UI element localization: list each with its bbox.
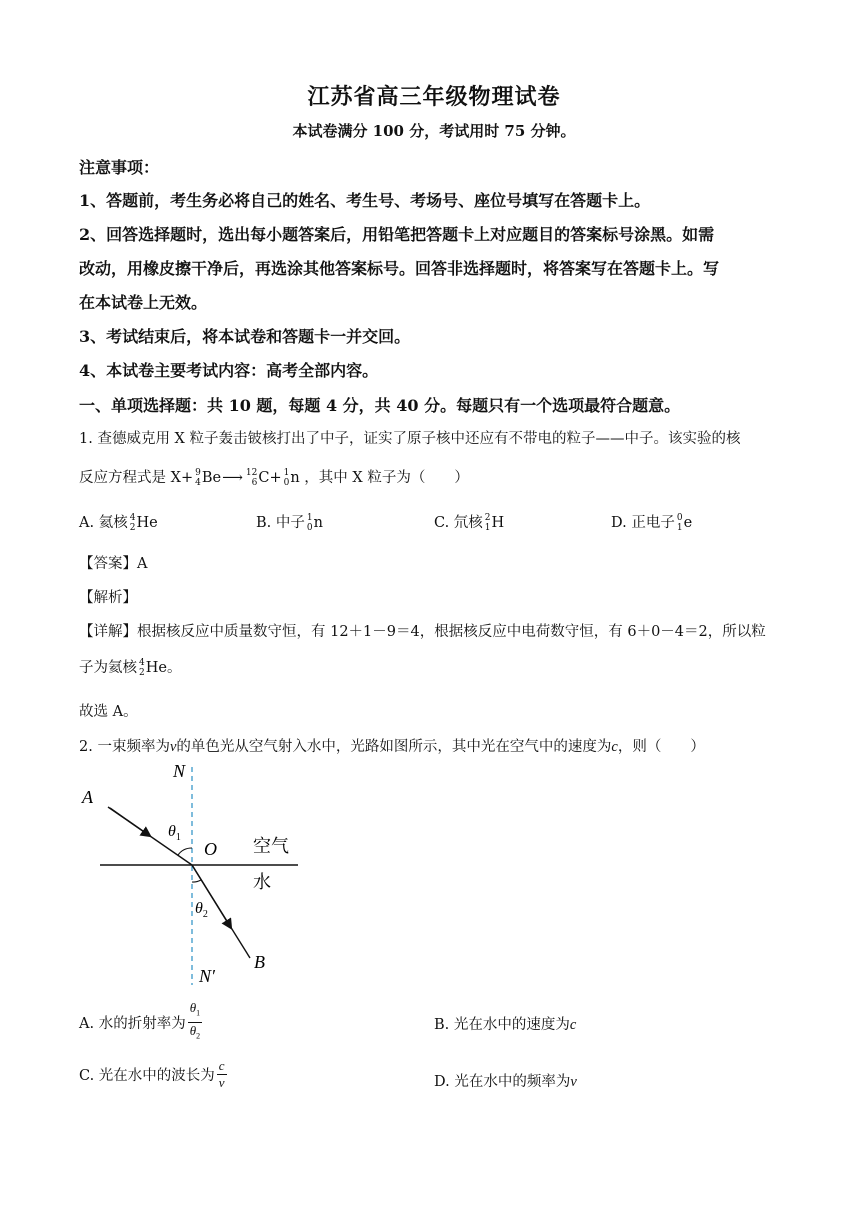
denominator-symbol: θ [189, 1022, 197, 1038]
q2-option-d-label: D. 光在水中的频率为 [434, 1074, 571, 1090]
q2-option-a[interactable] [79, 1000, 202, 1044]
q2-stem-part-3: ，则（ ） [617, 739, 705, 755]
q2-option-b-value: c [569, 1017, 577, 1033]
q2-option-b-label: B. 光在水中的速度为 [434, 1017, 570, 1033]
detail-mass: 4 [139, 658, 145, 668]
option-d-iso [677, 513, 683, 533]
denominator-subscript: 2 [196, 1031, 201, 1041]
q2-option-c-fraction [217, 1058, 227, 1091]
section-heading: 一、单项选择题：共 10 题，每题 4 分，共 40 分。每题只有一个选项最符合题意。 [79, 396, 681, 415]
q2-option-d[interactable] [434, 1070, 577, 1091]
option-b-charge: 0 [306, 523, 313, 533]
notice-item-2-line-1: 2、回答选择题时，选出每小题答案后，用铅笔把答题卡上对应题目的答案标号涂黑。如需 [79, 225, 715, 244]
option-a-label: A. 氦核 [79, 515, 128, 531]
option-b-symbol: n [313, 515, 323, 531]
fraction-denominator: ν [218, 1075, 225, 1090]
page-subtitle: 本试卷满分 100 分，考试用时 75 分钟。 [292, 122, 576, 140]
label-N-prime: N′ [199, 966, 215, 986]
incident-ray-arrow [110, 808, 150, 836]
option-c-label: C. 氘核 [434, 515, 483, 531]
q2-option-c[interactable] [79, 1058, 227, 1091]
notice-item-4: 4、本试卷主要考试内容：高考全部内容。 [79, 361, 379, 380]
eq-plus: + [180, 470, 194, 486]
option-b-label: B. 中子 [256, 515, 305, 531]
option-b-mass: 1 [306, 513, 313, 523]
label-O: O [204, 839, 217, 859]
refracted-ray-arrow [192, 865, 231, 928]
label-theta1 [168, 823, 181, 843]
q1-answer: 【答案】A [79, 556, 148, 572]
eq-be-charge: 4 [195, 478, 201, 488]
q1-option-b[interactable] [256, 511, 323, 533]
q2-stem [79, 735, 705, 756]
q1-stem-line-1: 1. 查德威克用 X 粒子轰击铍核打出了中子，证实了原子核中还应有不带电的粒子——中子。该实验的核 [79, 431, 741, 447]
q1-stem-line-2 [79, 466, 469, 488]
eq-n-iso [284, 468, 290, 488]
detail-symbol: He [145, 660, 167, 676]
eq-be-iso [195, 468, 201, 488]
theta2-subscript: 2 [202, 909, 208, 920]
q1-stem-suffix: ，其中 X 粒子为（ ） [304, 470, 469, 486]
option-d-symbol: e [683, 515, 693, 531]
q2-option-a-fraction [188, 1000, 202, 1044]
option-c-symbol: H [491, 515, 505, 531]
q1-conclusion: 故选 A。 [79, 704, 138, 720]
theta2-arc [192, 880, 201, 882]
q2-option-b[interactable] [434, 1013, 576, 1034]
notice-heading: 注意事项： [79, 158, 160, 177]
fraction-numerator [188, 1000, 202, 1023]
fraction-denominator [190, 1023, 200, 1045]
eq-n-charge: 0 [283, 478, 290, 488]
option-a-charge: 2 [129, 523, 136, 533]
eq-plus-2: + [269, 470, 282, 486]
detail-prefix: 子为氦核 [79, 660, 137, 676]
detail-iso [139, 658, 145, 678]
eq-c: C [258, 470, 270, 486]
q2-stem-part-2: 的单色光从空气射入水中，光路如图所示，其中光在空气中的速度为 [176, 739, 612, 755]
label-water: 水 [253, 872, 271, 893]
fraction-numerator: c [218, 1058, 225, 1073]
detail-charge: 2 [139, 668, 145, 678]
q1-detail-line-2 [79, 656, 181, 678]
q2-c: c [611, 739, 618, 755]
theta1-arc [178, 848, 192, 855]
theta1-subscript: 1 [175, 832, 181, 843]
theta1-symbol: θ [168, 823, 176, 840]
eq-c-mass: 12 [245, 468, 258, 478]
option-c-charge: 1 [484, 523, 491, 533]
q1-option-c[interactable] [434, 511, 504, 533]
option-b-iso [307, 513, 313, 533]
option-a-symbol: He [136, 515, 158, 531]
option-c-mass: 2 [484, 513, 491, 523]
eq-c-charge: 6 [251, 478, 258, 488]
q2-nu: ν [169, 739, 177, 755]
eq-n: n [290, 470, 300, 486]
notice-item-2-line-3: 在本试卷上无效。 [79, 293, 208, 312]
label-A: A [82, 787, 93, 807]
eq-arrow: ⟶ [222, 470, 243, 486]
q2-option-d-value: ν [570, 1074, 577, 1090]
eq-x: X [170, 470, 181, 486]
label-N: N [173, 761, 186, 781]
page-title: 江苏省高三年级物理试卷 [307, 84, 561, 110]
numerator-subscript: 1 [196, 1008, 201, 1018]
option-a-mass: 4 [129, 513, 136, 523]
eq-c-iso [246, 468, 257, 488]
q2-option-c-label: C. 光在水中的波长为 [79, 1068, 215, 1084]
q1-analysis-label: 【解析】 [79, 590, 137, 606]
label-air: 空气 [253, 836, 289, 857]
option-c-iso [485, 513, 491, 533]
eq-be: Be [201, 470, 222, 486]
theta2-symbol: θ [195, 900, 203, 917]
notice-item-2-line-2: 改动，用橡皮擦干净后，再选涂其他答案标号。回答非选择题时，将答案写在答题卡上。写 [79, 259, 720, 278]
q1-option-a[interactable] [79, 511, 158, 533]
option-a-iso [130, 513, 136, 533]
notice-item-3: 3、考试结束后，将本试卷和答题卡一并交回。 [79, 327, 411, 346]
detail-suffix: 。 [166, 660, 182, 676]
option-d-mass: 0 [676, 513, 683, 523]
q1-detail-line-1: 【详解】根据核反应中质量数守恒，有 12＋1－9＝4，根据核反应中电荷数守恒，有 6＋0－4＝2，所以粒 [79, 624, 766, 640]
q2-stem-part-1: 2. 一束频率为 [79, 739, 170, 755]
q2-option-a-label: A. 水的折射率为 [79, 1015, 186, 1032]
label-theta2 [195, 900, 208, 920]
eq-be-mass: 9 [195, 468, 201, 478]
q1-equation [171, 470, 305, 486]
option-d-label: D. 正电子 [611, 515, 675, 531]
q1-option-d[interactable] [611, 511, 692, 533]
numerator-symbol: θ [189, 1000, 197, 1015]
option-d-charge: 1 [676, 523, 683, 533]
eq-n-mass: 1 [283, 468, 290, 478]
q1-stem-prefix: 反应方程式是 [79, 470, 166, 486]
refraction-diagram [70, 755, 320, 990]
label-B: B [254, 952, 265, 972]
notice-item-1: 1、答题前，考生务必将自己的姓名、考生号、考场号、座位号填写在答题卡上。 [79, 191, 651, 210]
